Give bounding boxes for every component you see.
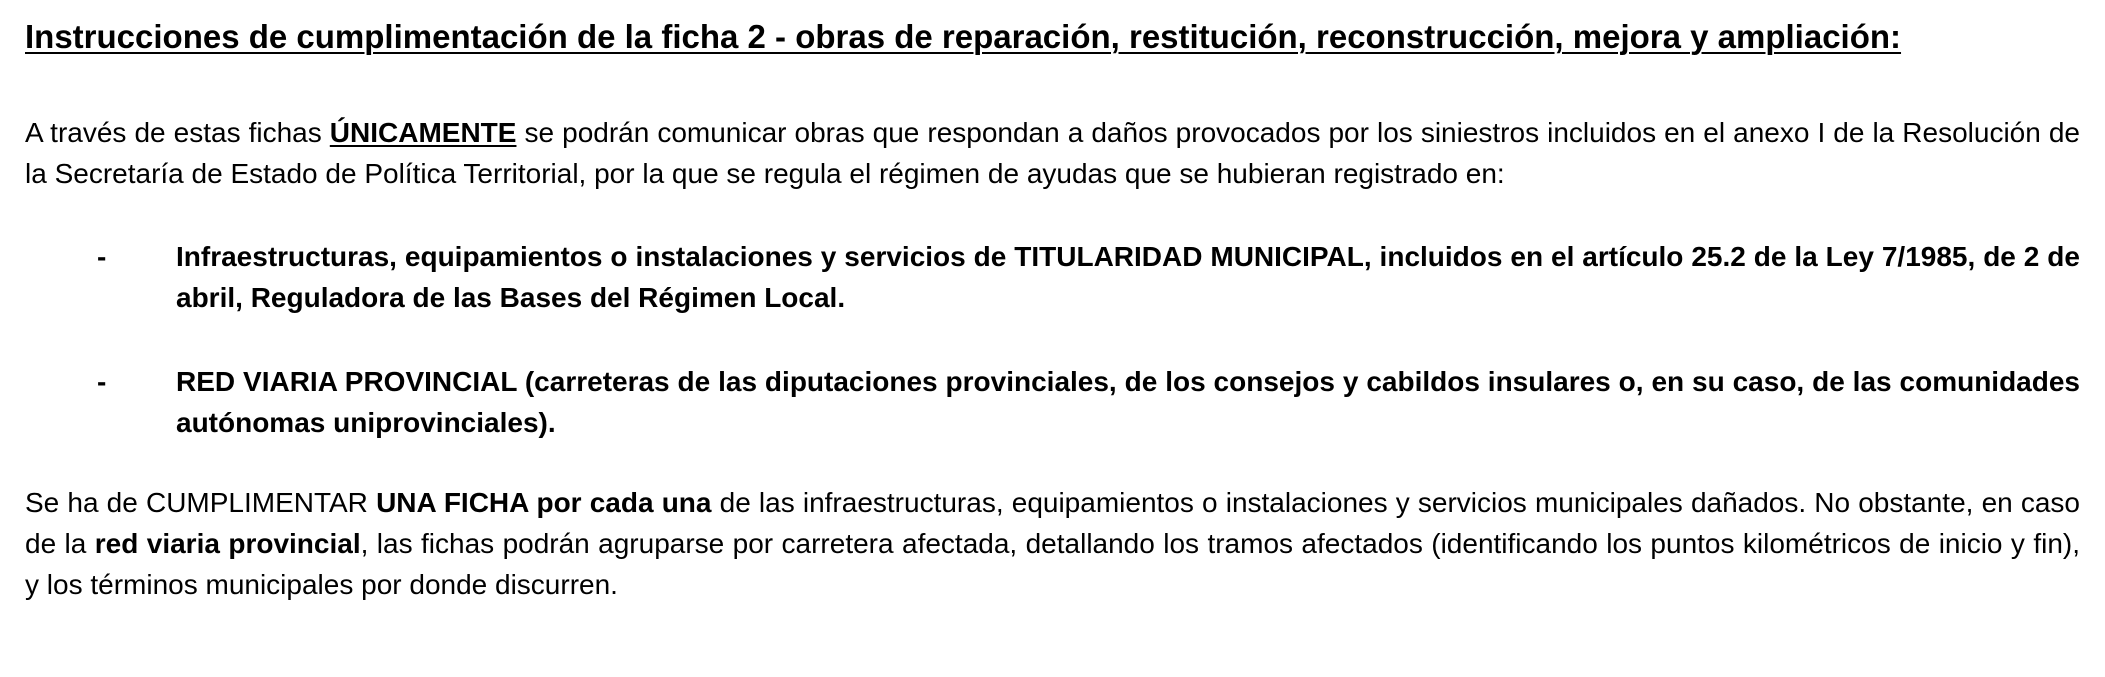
list-item-text: Infraestructuras, equipamientos o instalaciones y servicios de TITULARIDAD MUNICIPAL, incluidos en el artículo 25.2 de la Ley 7/1985, de 2 de abril, Reguladora de las Bases del Régimen Local. [176,241,2080,313]
intro-emphasis: ÚNICAMENTE [329,117,517,148]
list-bullet-marker: - [97,366,107,397]
list-item-municipal [25,236,2080,318]
closing-part-1: Se ha de CUMPLIMENTAR [25,487,377,518]
intro-suffix: se podrán comunicar obras que respondan a daños provocados por los siniestros incluidos en el anexo I de la Resolución de la Secretaría de Estado de Política Territorial, por la que se regula el régimen de ayudas que se hubieran registrado en: [25,117,2080,189]
registry-list [25,236,2080,443]
closing-bold-2: red viaria provincial [94,528,361,559]
intro-prefix: A través de estas fichas [25,117,330,148]
list-item-provincial-roads [25,361,2080,443]
document-page [25,0,2080,605]
closing-part-2: de las infraestructuras, equipamientos o instalaciones y servicios municipales dañados. No obstante, en caso de la [25,487,2081,559]
page-title: Instrucciones de cumplimentación de la ficha 2 - obras de reparación, restitución, reconstrucción, mejora y ampliación: [25,18,1902,55]
closing-paragraph [25,482,2080,605]
intro-paragraph [25,112,2080,194]
closing-bold-1: UNA FICHA por cada una [376,487,712,518]
list-item-text: RED VIARIA PROVINCIAL (carreteras de las diputaciones provinciales, de los consejos y cabildos insulares o, en su caso, de las comunidades autónomas uniprovinciales). [176,366,2080,438]
list-bullet-marker: - [97,241,107,272]
closing-part-3: , las fichas podrán agruparse por carretera afectada, detallando los tramos afectados (identificando los puntos kilométricos de inicio y fin), y los términos municipales por donde discurren. [25,528,2080,600]
